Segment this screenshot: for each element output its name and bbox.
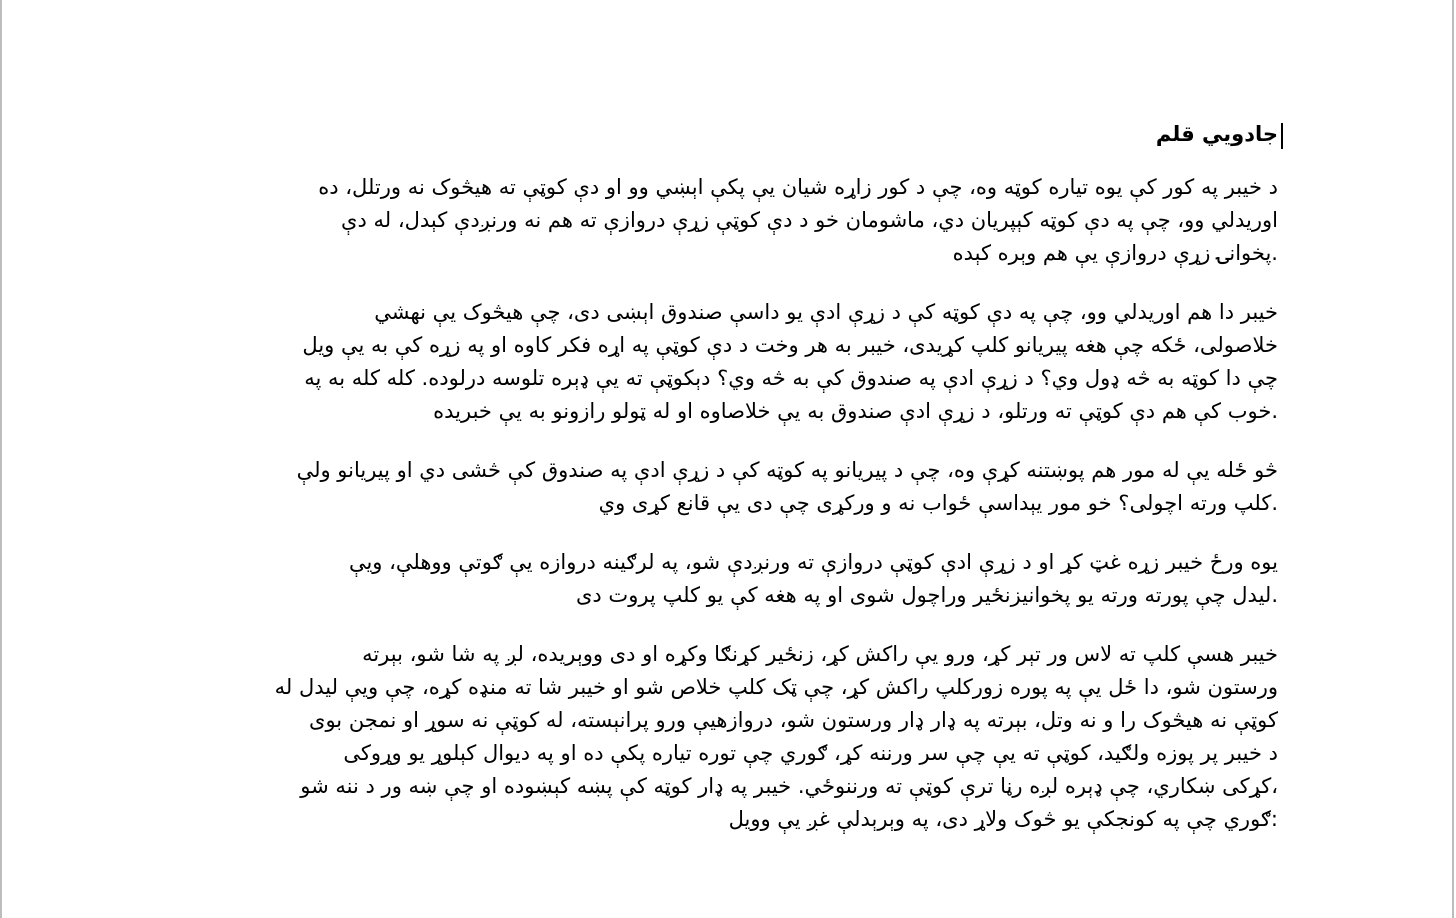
paragraph-line: د خيبر پر پوزه ولګيد، کوټې ته يې چې سر ورننه کړ، ګوري چې توره تياره پکې ده او په ديوال کېلوړ يو وړوکی (343, 741, 1278, 765)
document-body[interactable] (168, 118, 1278, 862)
paragraph-1[interactable] (168, 171, 1278, 270)
document-title-text: جادويي قلم (1155, 122, 1278, 146)
paragraph-line: کوټې نه هيڅوک را و نه وتل، بېرته په ډار ډار ورستون شو، دروازهيې ورو پرانېسته، له کوټې نه سوړ او نمجن بوی (309, 708, 1278, 732)
paragraph-3[interactable] (168, 454, 1278, 520)
paragraph-line: د خيبر په کور کې يوه تياره کوټه وه، چې د کور زاړه شيان يې پکې اېښي وو او دې کوټې ته هيڅوک نه ورتلل، ده (318, 175, 1278, 199)
paragraph-line: اوريدلي وو، چې په دې کوټه کېپريان دي، ماشومان خو د دې کوټې زړې دروازې ته هم نه ورنږدې کېدل، له دې (341, 208, 1278, 232)
paragraph-line: خيبر هسې کلپ ته لاس ور تېر کړ، ورو يې راکش کړ، زنځير کړنګا وکړه او دی ووېريده، لږ په شا شو، بېرته (362, 642, 1278, 666)
paragraph-line: خلاصولی، ځکه چې هغه پيريانو کلپ کړيدی، خيبر به هر وخت د دې کوټې په اړه فکر کاوه او په زړه کې به يې ويل (302, 333, 1278, 357)
paragraph-line: ،کړکی ښکاري، چې ډېره لږه رڼا ترې کوټې ته ورننوځي. خيبر په ډار کوټه کې پښه کېښوده او چې ښه ور د ننه شو (300, 774, 1278, 798)
text-cursor (1281, 123, 1283, 149)
paragraph-line: څو ځله يې له مور هم پوښتنه کړې وه، چې د پيريانو په کوټه کې د زړې ادې په صندوق کې څشی دي او پيريانو ولې (296, 458, 1278, 482)
paragraph-line: .کلپ ورته اچولی؟ خو مور يېداسې ځواب نه و ورکړی چې دی يې قانع کړی وي (598, 491, 1278, 515)
paragraph-4[interactable] (168, 546, 1278, 612)
paragraph-line: .خوب کې هم دې کوټې ته ورتلو، د زړې ادې صندوق به يې خلاصاوه او له ټولو رازونو به يې خبريده (433, 399, 1278, 423)
paragraph-5[interactable] (168, 638, 1278, 836)
paragraph-line: چې دا کوټه به څه ډول وي؟ د زړې ادې په صندوق کې به څه وي؟ دېکوټې ته يې ډېره تلوسه درلوده. کله کله به په (304, 366, 1278, 390)
paragraph-line: خيبر دا هم اوريدلي وو، چې په دې کوټه کې د زړې ادې يو داسې صندوق اېښی دی، چې هيڅوک يې نهشي (374, 300, 1278, 324)
paragraph-line: :ګوري چې په کونجکې يو څوک ولاړ دی، په وېرېدلې غږ يې وويل (728, 807, 1278, 831)
paragraph-line: .پخوانۍ زړې دروازې يې هم وېره کېده (952, 241, 1278, 265)
paragraph-2[interactable] (168, 296, 1278, 428)
paragraph-line: يوه ورځ خيبر زړه غټ کړ او د زړې ادې کوټې دروازې ته ورنږدې شو، په لرګينه دروازه يې ګوتې ووهلې، ويې (348, 550, 1278, 574)
paragraph-line: ورستون شو، دا ځل يې په پوره زورکلپ راکش کړ، چې ټک کلپ خلاص شو او خيبر شا ته منډه کړه، چې ويې ليدل له (274, 675, 1278, 699)
document-title[interactable] (1156, 118, 1278, 151)
paragraph-line: .ليدل چې پورته ورته يو پخوانيزنځير وراچول شوی او په هغه کې يو کلپ پروت دی (575, 583, 1278, 607)
